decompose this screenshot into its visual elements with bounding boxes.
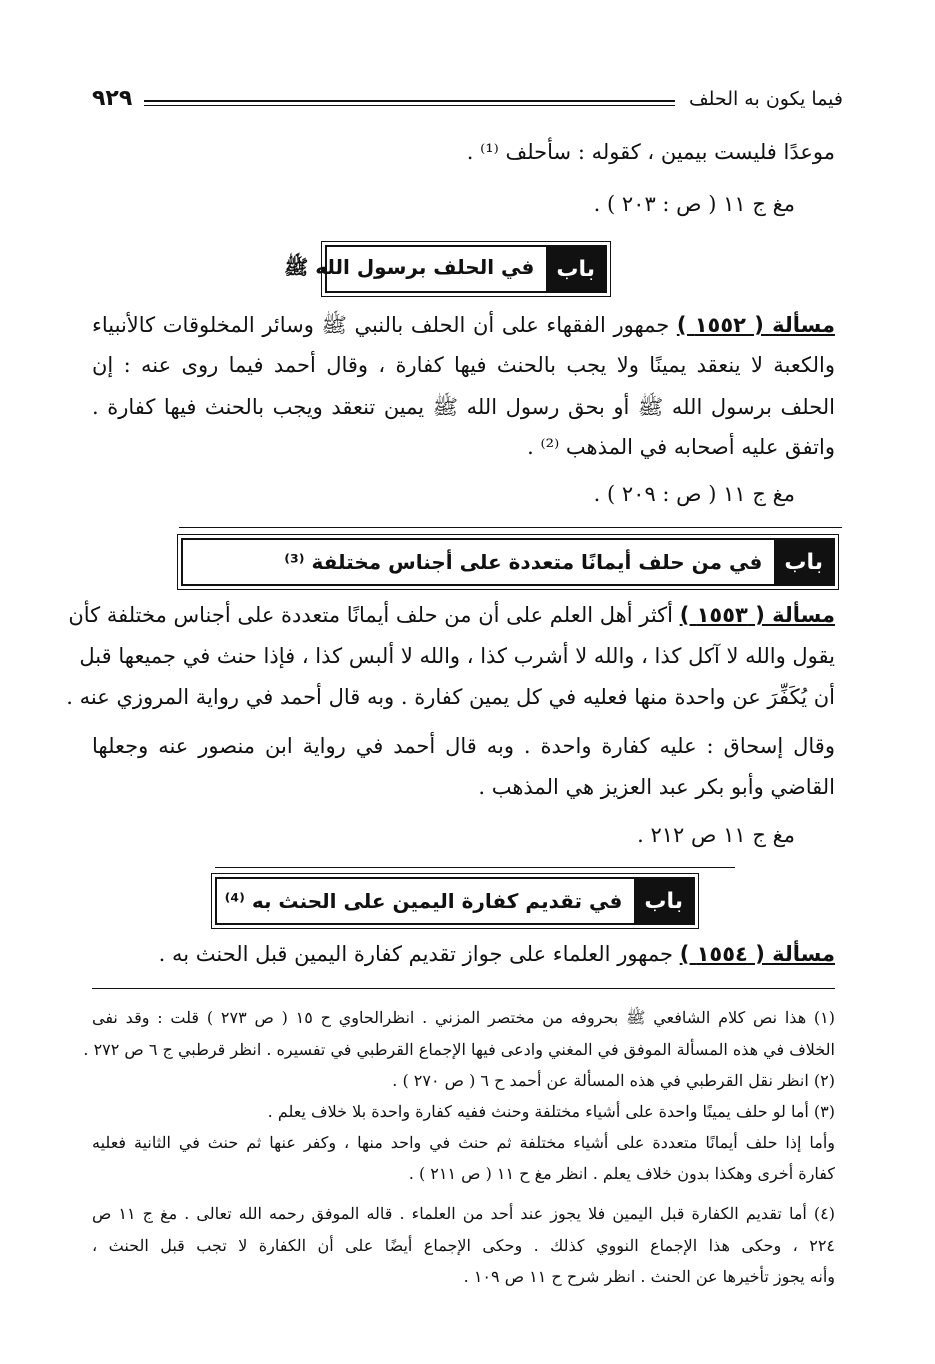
masala-number: مسألة ( ١٥٥٤ )	[679, 942, 835, 966]
footnote-3-line-2: وأما إذا حلف أيمانًا متعددة على أشياء مختلفة ثم حنث في واحد منها ، وكفر عنها ثم حنث في الثانية فعليه	[92, 1133, 835, 1152]
section-heading-1	[284, 245, 607, 293]
separator-rule	[179, 527, 842, 528]
footnote-separator	[92, 988, 835, 989]
masala-1552-line-1	[92, 312, 835, 343]
intro-line: موعدًا فليست بيمين ، كقوله : سأحلف ⁽¹⁾ .	[466, 140, 835, 164]
separator-rule	[215, 867, 735, 868]
paragraph-line: يقول والله لا آكل كذا ، والله لا أشرب كذا ، والله لا ألبس كذا ، فإذا حنث في جميعها قبل	[79, 644, 835, 668]
running-title: فيما يكون به الحلف	[688, 88, 843, 110]
paragraph-text: أكثر أهل العلم على أن من حلف أيمانًا متعددة على أجناس مختلفة كأن	[68, 603, 673, 627]
masala-number: مسألة ( ١٥٥٣ )	[679, 603, 835, 627]
bab-label: باب	[774, 540, 833, 584]
bab-label: باب	[546, 247, 605, 291]
section2-reference: مغ ج ١١ ص ٢١٢ .	[637, 823, 795, 847]
section-heading-2	[181, 538, 835, 586]
masala-1553-line-1	[68, 603, 835, 627]
section1-reference: مغ ج ١١ ( ص : ٢٠٩ ) .	[593, 482, 795, 506]
intro-reference: مغ ج ١١ ( ص : ٢٠٣ ) .	[593, 192, 795, 216]
paragraph-line: القاضي وأبو بكر عبد العزيز هي المذهب .	[478, 775, 835, 799]
paragraph-line: واتفق عليه أصحابه في المذهب ⁽²⁾ .	[527, 435, 835, 459]
running-header	[92, 88, 843, 118]
footnote-4-line-2: ٢٢٤ ، وحكى هذا الإجماع النووي كذلك . وحكى الإجماع أيضًا على أن الكفارة لا تجب قبل الحنث ،	[92, 1236, 836, 1255]
section-title: في من حلف أيمانًا متعددة على أجناس مختلفة ⁽³⁾	[284, 550, 763, 574]
section-title: في تقديم كفارة اليمين على الحنث به ⁽⁴⁾	[224, 889, 623, 913]
footnote-1-line-2: الخلاف في هذه المسألة الموفق في المغني وادعى فيها الإجماع القرطبي في تفسيره . انظر قرطبي ج ٦ ص ٢٧٢ .	[83, 1040, 835, 1059]
paragraph-line: والكعبة لا ينعقد يمينًا ولا يجب بالحنث فيها كفارة ، وقال أحمد فيما روى عنه : إن	[92, 353, 835, 377]
section-heading-3	[215, 877, 695, 925]
paragraph-text: جمهور العلماء على جواز تقديم كفارة اليمين قبل الحنث به .	[158, 942, 673, 966]
footnote-4-line-1: (٤) أما تقديم الكفارة قبل اليمين فلا يجوز عند أحد من العلماء . قاله الموفق رحمه الله تعالى . مغ ج ١١ ص	[92, 1204, 835, 1223]
footnote-1-line-1: (١) هذا نص كلام الشافعي ﷺ بحروفه من مختصر المزني . انظرالحاوي ح ١٥ ( ص ٢٧٣ ) قلت : وقد نفى	[92, 1008, 836, 1027]
footnote-4-line-3: وأنه يجوز تأخيرها عن الحنث . انظر شرح ح ١١ ص ١٠٩ .	[463, 1267, 835, 1286]
paragraph-text: جمهور الفقهاء على أن الحلف بالنبي ﷺ وسائر المخلوقات كالأنبياء	[92, 313, 670, 337]
footnote-2: (٢) انظر نقل القرطبي في هذه المسألة عن أحمد ح ٦ ( ص ٢٧٠ ) .	[392, 1071, 835, 1090]
paragraph-line: أن يُكَفِّرَ عن واحدة منها فعليه في كل يمين كفارة . وبه قال أحمد في رواية المروزي عنه .	[66, 685, 835, 709]
bab-label: باب	[634, 879, 693, 923]
header-rule	[144, 100, 675, 106]
paragraph-line: وقال إسحاق : عليه كفارة واحدة . وبه قال أحمد في رواية ابن منصور عنه وجعلها	[92, 734, 835, 758]
masala-1554-line-1	[92, 942, 835, 966]
masala-number: مسألة ( ١٥٥٢ )	[676, 313, 835, 337]
page-number: ٩٢٩	[92, 86, 133, 111]
section-title: في الحلف برسول الله ﷺ	[284, 254, 535, 279]
paragraph-line: الحلف برسول الله ﷺ أو بحق رسول الله ﷺ يمين تنعقد ويجب بالحنث فيها كفارة .	[92, 395, 835, 419]
footnote-3-line-1: (٣) أما لو حلف يمينًا واحدة على أشياء مختلفة وحنث ففيه كفارة واحدة بلا خلاف يعلم .	[267, 1102, 835, 1121]
footnote-3-line-3: كفارة أخرى وهكذا بدون خلاف يعلم . انظر مغ ح ١١ ( ص ٢١١ ) .	[408, 1164, 835, 1183]
